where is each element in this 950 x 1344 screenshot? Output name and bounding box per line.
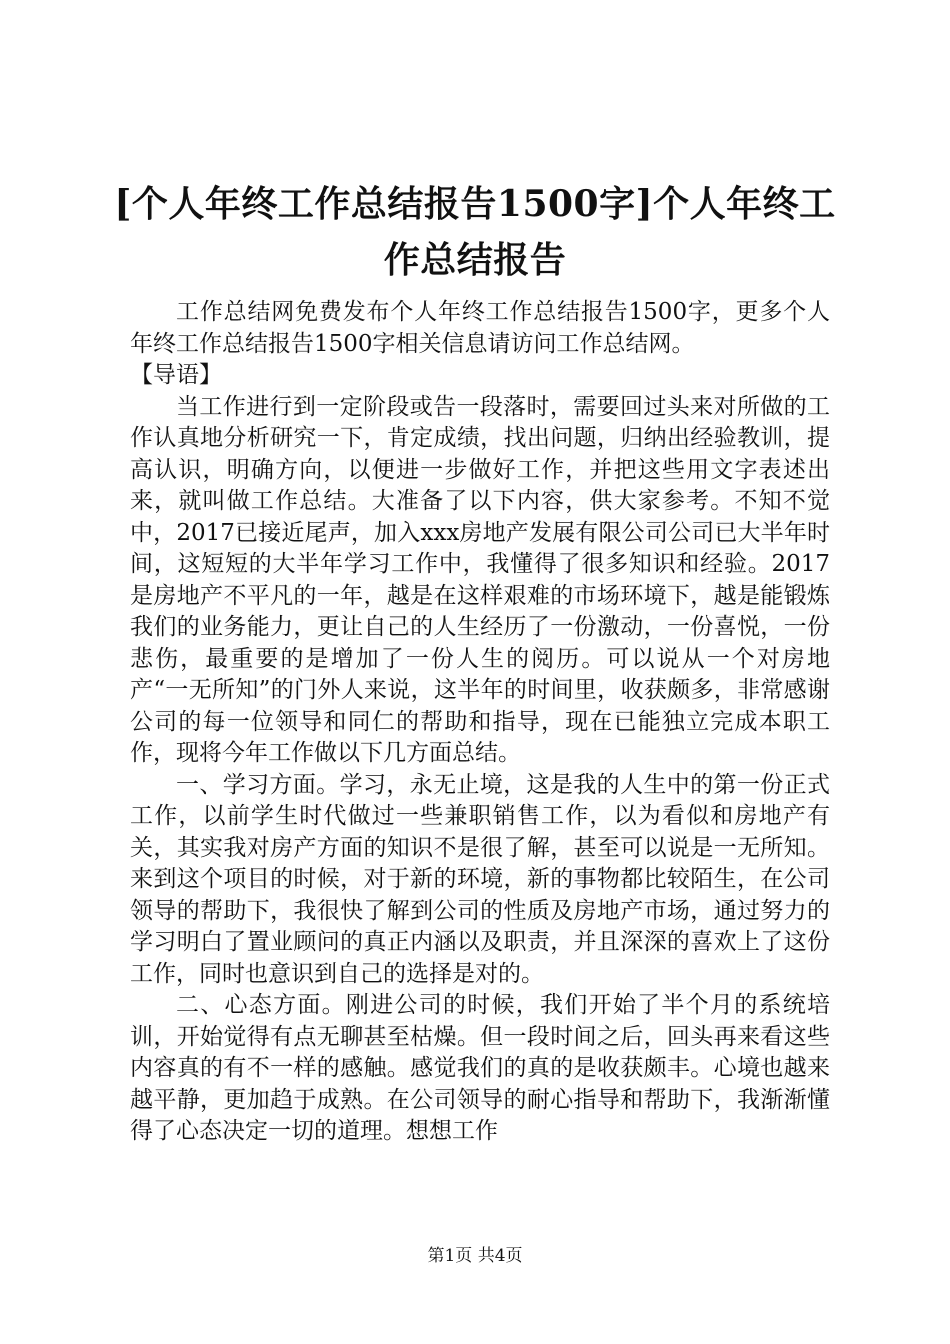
document-body (130, 297, 830, 1148)
document-title: [个人年终工作总结报告1500字]个人年终工作总结报告 (114, 183, 836, 281)
intro-paragraph: 工作总结网免费发布个人年终工作总结报告1500字，更多个人年终工作总结报告1500字相关信息请访问工作总结网。 (130, 299, 830, 357)
body-paragraph: 二、心态方面。刚进公司的时候，我们开始了半个月的系统培训，开始觉得有点无聊甚至枯燥。但一段时间之后，回头再来看这些内容真的有不一样的感触。感觉我们的真的是收获颇丰。心境也越来越平静，更加趋于成熟。在公司领导的耐心指导和帮助下，我渐渐懂得了心态决定一切的道理。想想工作 (130, 992, 830, 1144)
body-paragraph: 一、学习方面。学习，永无止境，这是我的人生中的第一份正式工作，以前学生时代做过一些兼职销售工作，以为看似和房地产有关，其实我对房产方面的知识不是很了解，甚至可以说是一无所知。来到这个项目的时候，对于新的环境，新的事物都比较陌生，在公司领导的帮助下，我很快了解到公司的性质及房地产市场，通过努力的学习明白了置业顾问的真正内涵以及职责，并且深深的喜欢上了这份工作，同时也意识到自己的选择是对的。 (130, 771, 830, 987)
body-paragraph: 当工作进行到一定阶段或告一段落时，需要回过头来对所做的工作认真地分析研究一下，肯定成绩，找出问题，归纳出经验教训，提高认识，明确方向，以便进一步做好工作，并把这些用文字表述出来，就叫做工作总结。大准备了以下内容，供大家参考。不知不觉中，2017已接近尾声，加入xxx房地产发展有限公司公司已大半年时间，这短短的大半年学习工作中，我懂得了很多知识和经验。2017是房地产不平凡的一年，越是在这样艰难的市场环境下，越是能锻炼我们的业务能力，更让自己的人生经历了一份激动，一份喜悦，一份悲伤，最重要的是增加了一份人生的阅历。可以说从一个对房地产“一无所知”的门外人来说，这半年的时间里，收获颇多，非常感谢公司的每一位领导和同仁的帮助和指导，现在已能独立完成本职工作，现将今年工作做以下几方面总结。 (130, 393, 830, 766)
page-number-footer: 第1页 共4页 (427, 1246, 523, 1266)
lead-heading: 【导语】 (130, 362, 222, 388)
